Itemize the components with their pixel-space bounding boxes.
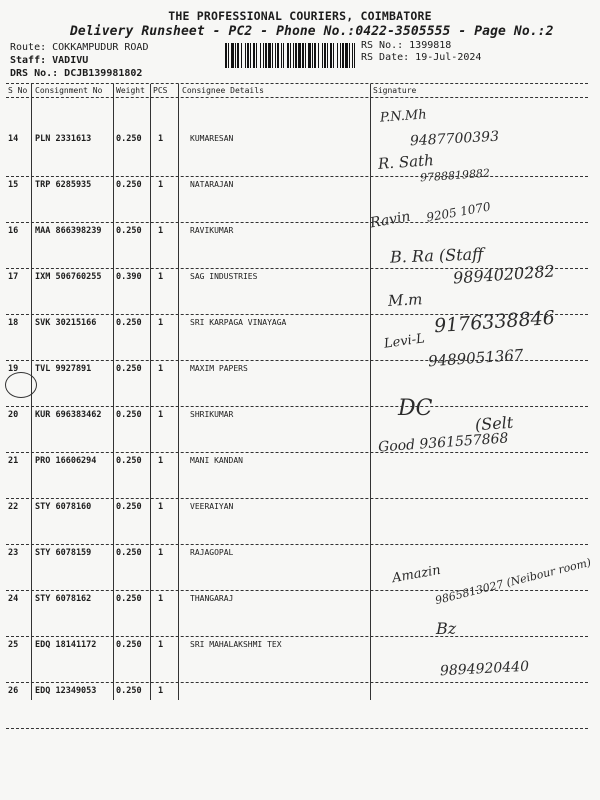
handwritten-signature: B. Ra (Staff [389,244,484,267]
cell-weight: 0.250 [116,548,142,558]
cell-pcs: 1 [158,226,164,236]
handwritten-signature: Ravin [368,208,412,232]
cell-pcs: 1 [158,318,164,328]
cell-sno: 26 [8,686,19,696]
handwritten-signature: R. Sath [377,151,435,173]
cell-weight: 0.390 [116,272,142,282]
cell-pcs: 1 [158,456,164,466]
cell-weight: 0.250 [116,456,142,466]
handwritten-phone: 9489051367 [427,345,524,371]
cell-consignment: IXM 506760255 [35,272,102,282]
cell-weight: 0.250 [116,364,142,374]
cell-consignment: PRO 16606294 [35,456,97,466]
cell-pcs: 1 [158,640,164,650]
cell-pcs: 1 [158,364,164,374]
row-divider [6,728,588,729]
cell-weight: 0.250 [116,134,142,144]
company-name: THE PROFESSIONAL COURIERS, COIMBATORE [168,9,432,23]
header-bottom-rule [6,97,588,98]
cell-consignment: TRP 6285935 [35,180,92,190]
rs-date: RS Date: 19-Jul-2024 [361,52,482,63]
cell-consignee: MANI KANDAN [190,456,243,465]
col-header-weight: Weight [116,86,145,95]
cell-consignment: SVK 30215166 [35,318,97,328]
cell-consignee: MAXIM PAPERS [190,364,248,373]
cell-weight: 0.250 [116,640,142,650]
cell-consignee: SRI KARPAGA VINAYAGA [190,318,287,327]
col-header-consignee: Consignee Details [182,86,264,95]
handwritten-phone: Good 9361557868 [377,430,509,456]
handwritten-signature: P.N.Mh [379,107,428,126]
staff-label: Staff: VADIVU [10,55,89,66]
col-header-sno: S No [8,86,28,95]
table-row [0,331,600,407]
handwritten-signature: Amazin [391,562,442,587]
handwritten-signature: DC [398,396,433,421]
handwritten-signature: Bz [436,619,457,638]
cell-sno: 25 [8,640,19,650]
cell-consignee: VEERAIYAN [190,502,234,511]
cell-consignment: EDQ 12349053 [35,686,97,696]
cell-pcs: 1 [158,272,164,282]
cell-weight: 0.250 [116,686,142,696]
cell-sno: 17 [8,272,19,282]
table-row [0,107,600,177]
cell-sno: 18 [8,318,19,328]
cell-consignee: SRI MAHALAKSHMI TEX [190,640,282,649]
cell-sno: 16 [8,226,19,236]
cell-pcs: 1 [158,548,164,558]
cell-consignee: SAG INDUSTRIES [190,272,258,281]
cell-sno: 22 [8,502,19,512]
rs-number: RS No.: 1399818 [361,40,452,51]
table-row [0,499,600,545]
cell-consignment: TVL 9927891 [35,364,92,374]
cell-weight: 0.250 [116,594,142,604]
table-row [0,244,600,315]
cell-sno: 15 [8,180,19,190]
handwritten-phone: 9176338846 [433,306,556,338]
cell-consignment: KUR 696383462 [35,410,102,420]
cell-consignee: RAVIKUMAR [190,226,234,235]
col-header-pcs: PCS [153,86,168,95]
cell-weight: 0.250 [116,502,142,512]
cell-pcs: 1 [158,594,164,604]
table-row [0,151,600,223]
cell-sno: 19 [8,364,19,374]
handwritten-phone: 9788819882 [419,166,491,185]
cell-consignment: PLN 2331613 [35,134,92,144]
runsheet-title: Delivery Runsheet - PC2 - Phone No.:0422-3505555 - Page No.:2 [70,24,554,39]
handwritten-phone: 9894020282 [452,261,556,288]
cell-consignee: THANGARAJ [190,594,234,603]
table-row [0,658,600,729]
handwritten-signature: Levi-L [383,331,426,352]
cell-consignment: STY 6078162 [35,594,92,604]
cell-pcs: 1 [158,410,164,420]
cell-sno: 14 [8,134,19,144]
handwritten-signature: (Selt [474,412,514,435]
handwritten-phone: 9894920440 [439,658,530,680]
cell-consignee: SHRIKUMAR [190,410,234,419]
cell-consignee: KUMARESAN [190,134,234,143]
cell-sno: 21 [8,456,19,466]
handwritten-signature: M.m [387,290,423,310]
cell-consignment: EDQ 18141172 [35,640,97,650]
cell-sno: 23 [8,548,19,558]
handwritten-phone: 9205 1070 [425,199,492,225]
circle-mark [5,372,37,398]
col-header-signature: Signature [373,86,417,95]
barcode-icon [225,43,355,68]
cell-weight: 0.250 [116,410,142,420]
cell-sno: 20 [8,410,19,420]
cell-consignee: NATARAJAN [190,180,234,189]
cell-sno: 24 [8,594,19,604]
cell-pcs: 1 [158,502,164,512]
cell-pcs: 1 [158,134,164,144]
cell-weight: 0.250 [116,318,142,328]
table-row [0,199,600,269]
cell-pcs: 1 [158,180,164,190]
cell-consignment: STY 6078159 [35,548,92,558]
cell-pcs: 1 [158,686,164,696]
table-row [0,555,600,637]
handwritten-phone: 9865813027 (Neibour room) [433,555,593,608]
handwritten-phone: 9487700393 [409,128,500,150]
cell-weight: 0.250 [116,226,142,236]
cell-consignment: STY 6078160 [35,502,92,512]
col-header-consignment: Consignment No [35,86,103,95]
cell-consignment: MAA 866398239 [35,226,102,236]
route-label: Route: COKKAMPUDUR ROAD [10,42,149,53]
drs-number: DRS No.: DCJB139981802 [10,68,143,79]
table-top-rule [6,83,588,84]
cell-weight: 0.250 [116,180,142,190]
cell-consignee: RAJAGOPAL [190,548,234,557]
